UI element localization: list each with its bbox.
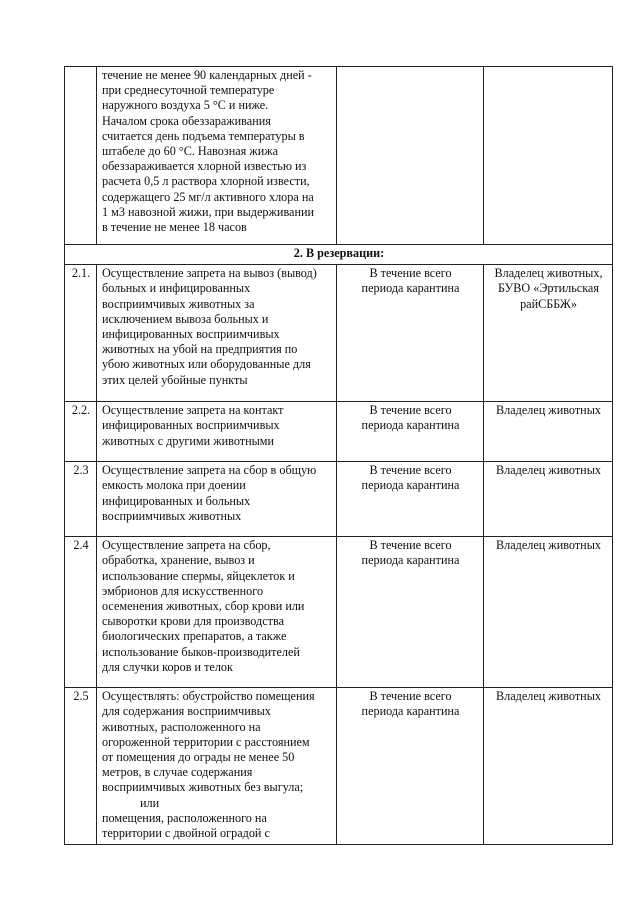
responsible-cell: Владелец животных [484, 688, 613, 845]
row-number [65, 67, 97, 245]
measure-text: Осуществлять: обустройство помещения для содержания восприимчивых животных, расположенного на огороженной территории с расстоянием от помещения до ограды не менее 50 метров, в случае содержания восприимчивых животных без выгула; или помещения, расположенного на территории с двойной оградой с [97, 688, 337, 845]
row-number: 2.2. [65, 402, 97, 462]
row-number: 2.5 [65, 688, 97, 845]
responsible-cell: Владелец животных [484, 537, 613, 688]
deadline-cell: В течение всего периода карантина [337, 402, 484, 462]
table-row [65, 265, 613, 402]
row-number: 2.4 [65, 537, 97, 688]
section-row [65, 245, 613, 265]
section-title: 2. В резервации: [65, 245, 613, 265]
measure-text: Осуществление запрета на сбор, обработка, хранение, вывоз и использование спермы, яйцеклеток и эмбрионов для искусственного осеменения животных, сбор крови или сыворотки крови для производства биологических препаратов, а также использование быков-производителей для случки коров и телок [97, 537, 337, 688]
measure-text: Осуществление запрета на контакт инфицированных восприимчивых животных с другими животными [97, 402, 337, 462]
responsible-cell [484, 67, 613, 245]
table-row [65, 462, 613, 537]
table-row [65, 67, 613, 245]
deadline-cell: В течение всего периода карантина [337, 265, 484, 402]
responsible-cell: Владелец животных, БУВО «Эртильская райСББЖ» [484, 265, 613, 402]
table-row [65, 537, 613, 688]
row-number: 2.3 [65, 462, 97, 537]
deadline-cell: В течение всего периода карантина [337, 688, 484, 845]
measures-table [64, 66, 613, 845]
table-row [65, 688, 613, 845]
table-row [65, 402, 613, 462]
row-number: 2.1. [65, 265, 97, 402]
measure-text: течение не менее 90 календарных дней - при среднесуточной температуре наружного воздуха 5 °С и ниже. Началом срока обеззараживания считается день подъема температуры в штабеле до 60 °С. Навозная жижа обеззараживается хлорной известью из расчета 0,5 л раствора хлорной извести, содержащего 25 мг/л активного хлора на 1 м3 навозной жижи, при выдерживании в течение не менее 18 часов [97, 67, 337, 245]
measure-text: Осуществление запрета на сбор в общую емкость молока при доении инфицированных и больных восприимчивых животных [97, 462, 337, 537]
deadline-cell [337, 67, 484, 245]
responsible-cell: Владелец животных [484, 462, 613, 537]
deadline-cell: В течение всего периода карантина [337, 537, 484, 688]
responsible-cell: Владелец животных [484, 402, 613, 462]
measure-text: Осуществление запрета на вывоз (вывод) больных и инфицированных восприимчивых животных за исключением вывоза больных и инфицированных восприимчивых животных на убой на предприятия по убою животных или оборудованные для этих целей убойные пункты [97, 265, 337, 402]
deadline-cell: В течение всего периода карантина [337, 462, 484, 537]
